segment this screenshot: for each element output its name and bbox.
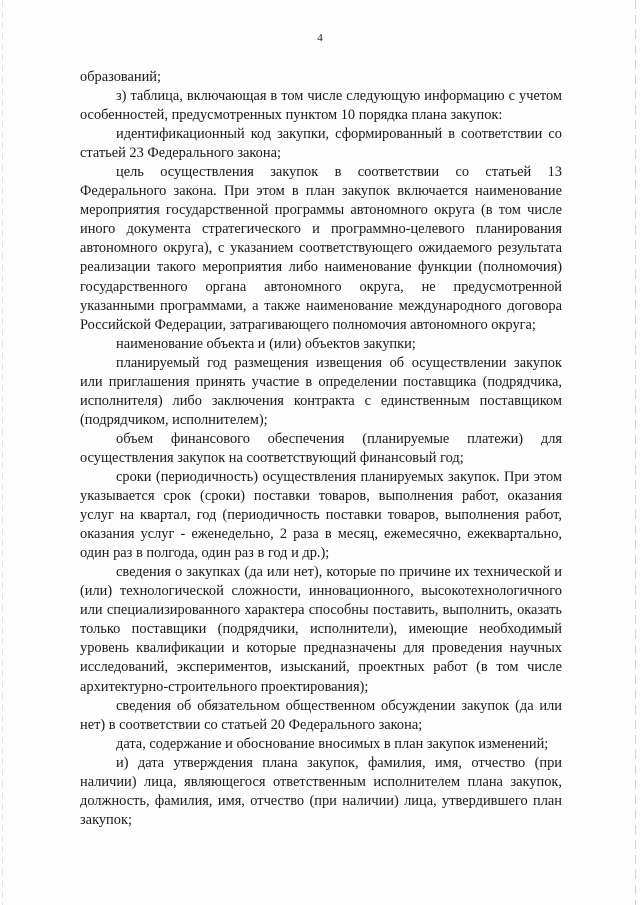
- paragraph-public-discussion: сведения об обязательном общественном обсуждении закупок (да или нет) в соответствии со статьей 20 Федерального закона;: [80, 697, 562, 733]
- paragraph-terms: сроки (периодичность) осуществления планируемых закупок. При этом указывается срок (сроки) поставки товаров, выполнения работ, оказания услуг на квартал, год (периодичность поставки товаров, выполнения работ, оказания услуг - еженедельно, 2 раза в месяц, ежемесячно, ежеквартально, один раз в полгода, один раз в год и др.);: [80, 468, 562, 562]
- paragraph-planned-year: планируемый год размещения извещения об осуществлении закупок или приглашения принять участие в определении поставщика (подрядчика, исполнителя) либо заключения контракта с единственным поставщиком (подрядчиком, исполнителем);: [80, 354, 562, 428]
- page-number: 4: [317, 32, 323, 44]
- paragraph-id-code: идентификационный код закупки, сформированный в соответствии со статьей 23 Федерального закона;: [80, 126, 562, 162]
- paragraph-item-z: з) таблица, включающая в том числе следующую информацию с учетом особенностей, предусмотренных пунктом 10 порядка плана закупок:: [80, 88, 562, 124]
- paragraph-changes: дата, содержание и обоснование вносимых в план закупок изменений;: [116, 735, 549, 752]
- paragraph-continuation: образований;: [80, 69, 161, 85]
- scan-edge-right: [635, 0, 636, 905]
- paragraph-object-name: наименование объекта и (или) объектов закупки;: [116, 335, 416, 352]
- paragraph-purpose: цель осуществления закупок в соответствии со статьей 13 Федерального закона. При этом в план закупок включается наименование мероприятия государственной программы автономного округа (в том числе иного документа стратегического и программно-целевого планирования автономного округа), с указанием соответствующего ожидаемого результата реализации такого мероприятия либо наименование функции (полномочия) государственного органа автономного округа, не предусмотренной указанными программами, а также наименование международного договора Российской Федерации, затрагивающего полномочия автономного округа;: [80, 164, 562, 333]
- paragraph-funding: объем финансового обеспечения (планируемые платежи) для осуществления закупок на соответствующий финансовый год;: [80, 430, 562, 466]
- paragraph-complex-purchases: сведения о закупках (да или нет), которые по причине их технической и (или) технологической сложности, инновационного, высокотехнологичного или специализированного характера способны поставить, выполнить, оказать только поставщики (подрядчики, исполнители), имеющие необходимый уровень квалификации и которые предназначены для проведения научных исследований, экспериментов, изысканий, проектных работ (в том числе архитектурно-строительного проектирования);: [80, 564, 562, 695]
- document-body: [80, 68, 562, 830]
- paragraph-item-i: и) дата утверждения плана закупок, фамилия, имя, отчество (при наличии) лица, являющегося ответственным исполнителем плана закупок, должность, фамилия, имя, отчество (при наличии) лица, утвердившего план закупок;: [80, 754, 562, 828]
- scan-edge-left: [2, 0, 3, 905]
